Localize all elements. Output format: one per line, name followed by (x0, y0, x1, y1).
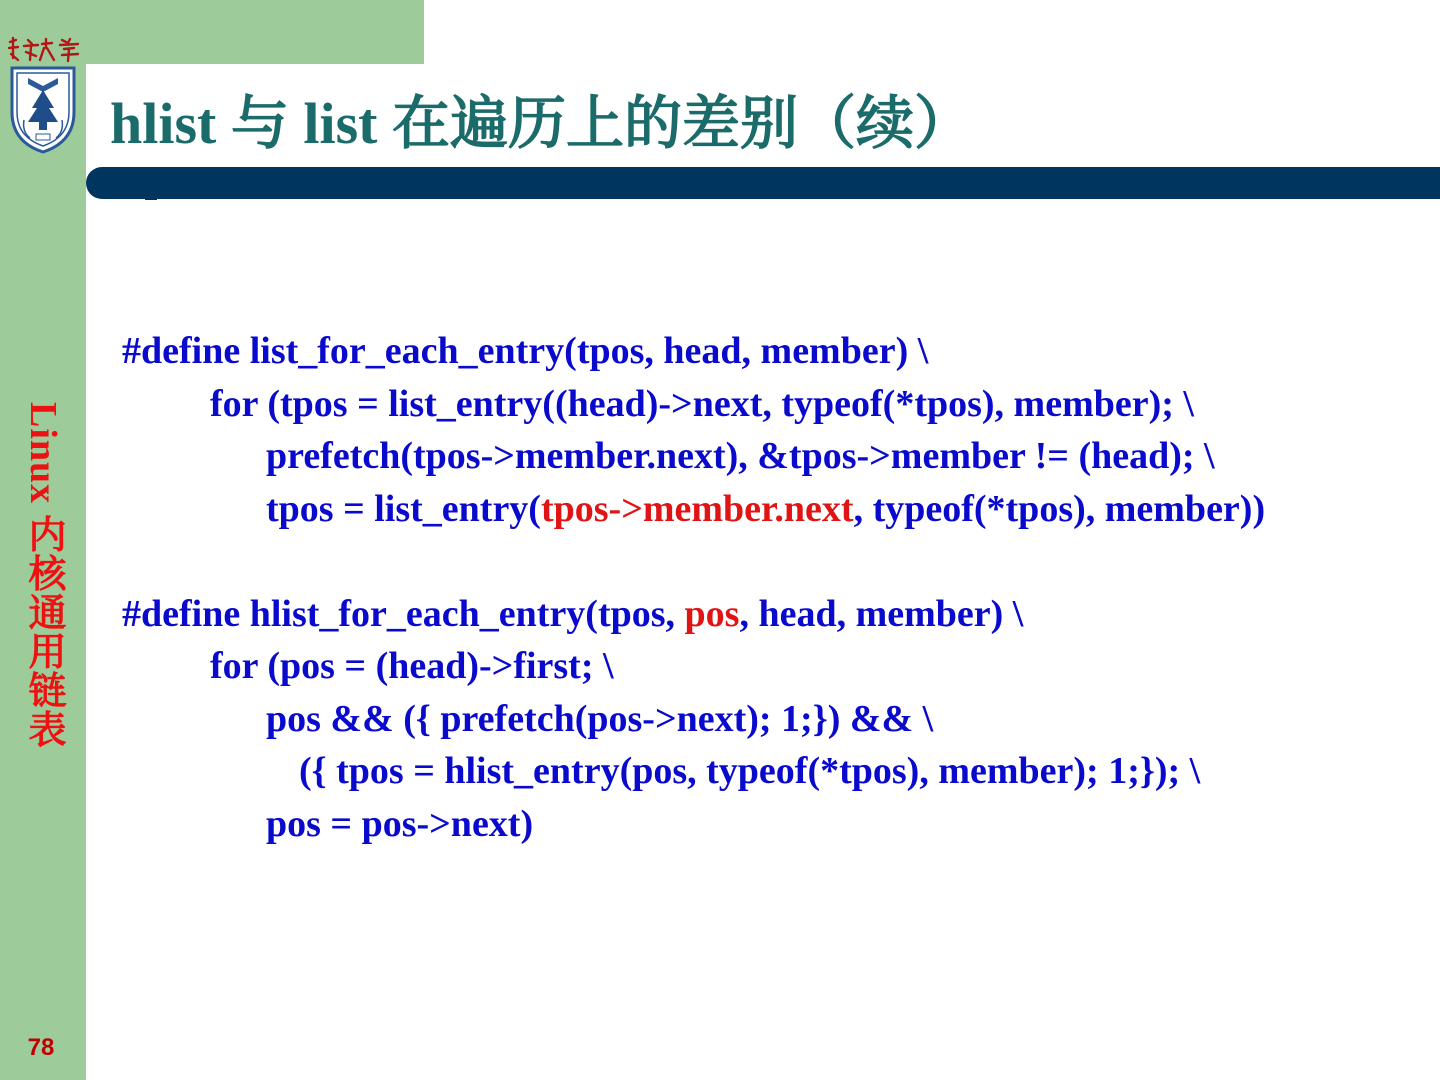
university-seal-icon (6, 62, 80, 154)
code-text: ({ tpos = hlist_entry(pos, typeof(*tpos), member); 1;}); \ (299, 750, 1201, 792)
sidebar-vertical-label: Linux 内核通用链表 (22, 402, 64, 749)
university-logo (2, 30, 86, 160)
code-text: #define list_for_each_entry(tpos, head, member) \ (122, 330, 929, 372)
code-text: #define hlist_for_each_entry(tpos, (122, 592, 685, 635)
code-text: pos && ({ prefetch(pos->next); 1;}) && \ (266, 697, 934, 740)
title-divider-notch (145, 194, 157, 200)
page-number: 78 (27, 1034, 55, 1061)
title-divider (86, 167, 1440, 199)
code-line (122, 693, 1265, 746)
code-line (122, 745, 1265, 798)
code-line (122, 640, 1265, 693)
code-text: prefetch(tpos->member.next), &tpos->member != (head); \ (266, 435, 1215, 477)
code-text: , typeof(*tpos), member)) (853, 487, 1266, 530)
code-block (122, 325, 1265, 850)
code-line (122, 483, 1265, 536)
code-text: pos = pos->next) (266, 802, 534, 845)
code-text: tpos = list_entry( (266, 487, 541, 530)
code-line (122, 535, 1265, 588)
code-line (122, 378, 1265, 431)
code-text: for (pos = (head)->first; \ (210, 645, 614, 687)
code-text: for (tpos = list_entry((head)->next, typeof(*tpos), member); \ (210, 382, 1194, 425)
header-band (86, 0, 424, 64)
code-line (122, 588, 1265, 641)
page-title: hlist 与 list 在遍历上的差别（续） (110, 91, 972, 156)
code-highlight: pos (684, 592, 740, 635)
code-line (122, 325, 1265, 378)
code-line (122, 430, 1265, 483)
code-line (122, 798, 1265, 851)
logo-calligraphy (6, 36, 84, 64)
code-highlight: tpos->member.next (540, 487, 854, 530)
code-text: , head, member) \ (739, 592, 1024, 635)
